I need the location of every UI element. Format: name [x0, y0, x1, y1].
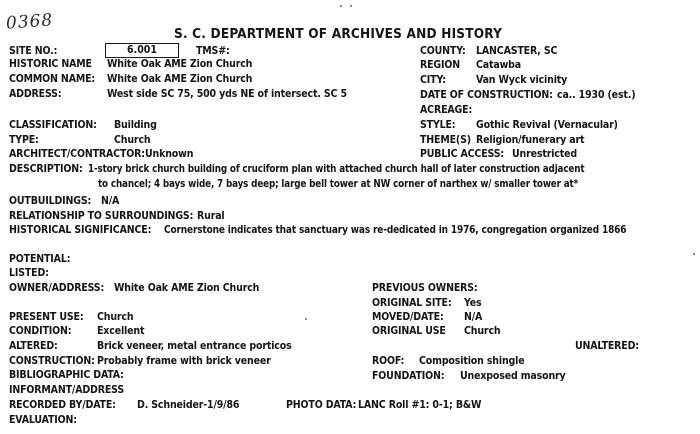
photo-data-label: PHOTO DATA:: [286, 399, 357, 411]
unaltered-label: UNALTERED:: [575, 340, 639, 352]
historical-significance-value: Cornerstone indicates that sanctuary was re-dedicated in 1976, congregation organized 1866: [164, 224, 627, 236]
owner-address-value: White Oak AME Zion Church: [114, 282, 260, 294]
city-label: CITY:: [420, 74, 446, 86]
original-site-label: ORIGINAL SITE:: [372, 297, 452, 309]
scan-speck: [340, 5, 342, 7]
description-label: DESCRIPTION:: [9, 163, 83, 175]
address-value: West side SC 75, 500 yds NE of intersect. SC 5: [107, 88, 347, 100]
city-value: Van Wyck vicinity: [476, 74, 568, 86]
scan-speck: [693, 253, 695, 255]
scan-speck: [305, 318, 307, 320]
present-use-label: PRESENT USE:: [9, 311, 84, 323]
public-access-value: Unrestricted: [512, 148, 577, 160]
foundation-label: FOUNDATION:: [372, 370, 445, 382]
outbuildings-label: OUTBUILDINGS:: [9, 195, 92, 207]
construction-value: Probably frame with brick veneer: [97, 355, 271, 367]
original-use-label: ORIGINAL USE: [372, 325, 446, 337]
tms-label: TMS#:: [196, 45, 230, 57]
present-use-value: Church: [97, 311, 134, 323]
common-name-value: White Oak AME Zion Church: [107, 73, 253, 85]
original-site-value: Yes: [464, 297, 482, 309]
architect-label: ARCHITECT/CONTRACTOR:: [9, 148, 145, 160]
type-label: TYPE:: [9, 134, 39, 146]
roof-value: Composition shingle: [419, 355, 525, 367]
historic-name-value: White Oak AME Zion Church: [107, 58, 253, 70]
outbuildings-value: N/A: [101, 195, 120, 207]
historic-name-label: HISTORIC NAME: [9, 58, 92, 70]
potential-label: POTENTIAL:: [9, 253, 71, 265]
recorded-by-label: RECORDED BY/DATE:: [9, 399, 116, 411]
site-no-label: SITE NO.:: [9, 45, 58, 57]
county-value: LANCASTER, SC: [476, 45, 558, 57]
date-of-construction-label: DATE OF CONSTRUCTION:: [420, 89, 553, 101]
recorded-by-value: D. Schneider-1/9/86: [137, 399, 240, 411]
type-value: Church: [114, 134, 151, 146]
foundation-value: Unexposed masonry: [460, 370, 566, 382]
classification-value: Building: [114, 119, 157, 131]
condition-value: Excellent: [97, 325, 145, 337]
condition-label: CONDITION:: [9, 325, 72, 337]
site-no-box: [105, 43, 179, 58]
scan-speck: [350, 5, 352, 7]
county-label: COUNTY:: [420, 45, 466, 57]
historical-significance-label: HISTORICAL SIGNIFICANCE:: [9, 224, 152, 236]
classification-label: CLASSIFICATION:: [9, 119, 97, 131]
previous-owners-label: PREVIOUS OWNERS:: [372, 282, 478, 294]
style-value: Gothic Revival (Vernacular): [476, 119, 618, 131]
address-label: ADDRESS:: [9, 88, 62, 100]
listed-label: LISTED:: [9, 267, 49, 279]
site-no-value: 6.001: [127, 44, 157, 56]
bibliographic-label: BIBLIOGRAPHIC DATA:: [9, 369, 124, 381]
altered-value: Brick veneer, metal entrance porticos: [97, 340, 292, 352]
owner-address-label: OWNER/ADDRESS:: [9, 282, 105, 294]
moved-date-value: N/A: [464, 311, 483, 323]
region-value: Catawba: [476, 59, 522, 71]
photo-data-value: LANC Roll #1: 0-1; B&W: [358, 399, 482, 411]
architect-value: Unknown: [145, 148, 194, 160]
description-line-1: 1-story brick church building of cruciform plan with attached church hall of later construction adjacent: [88, 163, 585, 175]
page-title: S. C. DEPARTMENT OF ARCHIVES AND HISTORY: [174, 26, 503, 42]
date-of-construction-value: ca.. 1930 (est.): [557, 89, 636, 101]
themes-label: THEME(S): [420, 134, 471, 146]
themes-value: Religion/funerary art: [476, 134, 585, 146]
altered-label: ALTERED:: [9, 340, 58, 352]
relationship-value: Rural: [197, 210, 225, 222]
common-name-label: COMMON NAME:: [9, 73, 96, 85]
roof-label: ROOF:: [372, 355, 405, 367]
public-access-label: PUBLIC ACCESS:: [420, 148, 504, 160]
acreage-label: ACREAGE:: [420, 104, 473, 116]
handwritten-record-number: 0368: [5, 10, 54, 34]
relationship-label: RELATIONSHIP TO SURROUNDINGS:: [9, 210, 194, 222]
description-line-2: to chancel; 4 bays wide, 7 bays deep; large bell tower at NW corner of narthex w/ smaller tower at*: [98, 178, 579, 190]
moved-date-label: MOVED/DATE:: [372, 311, 444, 323]
informant-label: INFORMANT/ADDRESS: [9, 384, 125, 396]
region-label: REGION: [420, 59, 461, 71]
style-label: STYLE:: [420, 119, 456, 131]
original-use-value: Church: [464, 325, 501, 337]
evaluation-label: EVALUATION:: [9, 414, 77, 426]
construction-label: CONSTRUCTION:: [9, 355, 95, 367]
